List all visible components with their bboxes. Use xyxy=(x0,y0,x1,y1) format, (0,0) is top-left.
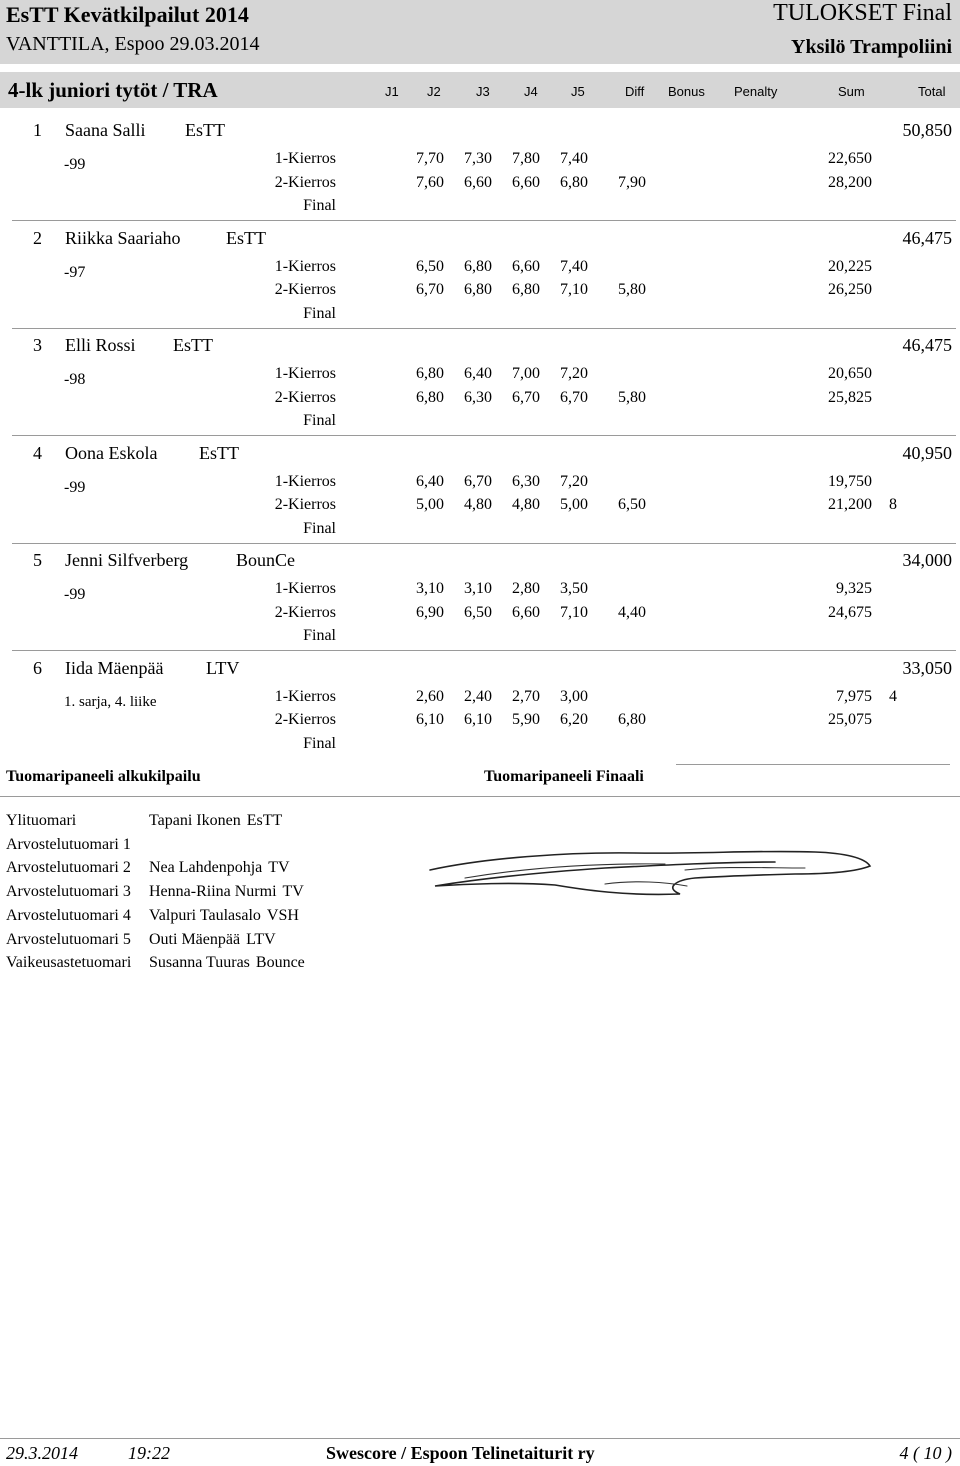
footer-time: 19:22 xyxy=(128,1443,170,1463)
athlete-club: LTV xyxy=(206,657,240,678)
athlete-rank: 3 xyxy=(33,335,42,355)
athlete-rank: 1 xyxy=(33,120,42,140)
judge-name: Valpuri Taulasalo xyxy=(149,906,261,924)
judge-score: 4,80 xyxy=(512,496,540,513)
round-sum: 19,750 xyxy=(828,472,872,490)
difficulty-score: 5,80 xyxy=(618,281,646,298)
judge-score: 6,10 xyxy=(464,711,492,728)
judge-score: 6,70 xyxy=(464,472,492,490)
athlete-info: -99 xyxy=(64,156,86,173)
column-header-j4: J4 xyxy=(524,84,538,99)
round-label: 1-Kierros xyxy=(274,150,336,167)
judge-score: 7,40 xyxy=(560,150,588,167)
judge-role: Arvostelutuomari 3 xyxy=(6,883,131,901)
judge-score: 6,20 xyxy=(560,711,588,728)
judge-club: LTV xyxy=(246,930,276,948)
round-sum: 22,650 xyxy=(828,150,872,167)
round-sum: 28,200 xyxy=(828,173,872,191)
round-label: 2-Kierros xyxy=(274,281,336,298)
judge-name: Susanna Tuuras xyxy=(149,954,250,972)
column-header-sum: Sum xyxy=(838,84,865,99)
round-label: 1-Kierros xyxy=(274,580,336,597)
judge-score: 7,20 xyxy=(560,472,588,490)
judge-score: 3,00 xyxy=(560,687,588,705)
judge-score: 6,30 xyxy=(512,472,540,490)
athlete-divider xyxy=(12,220,956,221)
judge-score: 6,50 xyxy=(464,603,492,621)
round-sum: 25,075 xyxy=(828,711,872,728)
athlete-club: EsTT xyxy=(173,335,213,355)
judge-score: 2,60 xyxy=(416,687,444,705)
round-sum: 7,975 xyxy=(836,687,872,705)
judge-score: 7,80 xyxy=(512,150,540,167)
column-header-bonus: Bonus xyxy=(668,84,705,99)
athlete-info: -99 xyxy=(64,586,86,603)
round-label: 2-Kierros xyxy=(274,173,336,191)
athlete-club: EsTT xyxy=(226,227,266,248)
judge-score: 7,60 xyxy=(416,173,444,191)
round-label: Final xyxy=(303,627,336,644)
round-sum: 25,825 xyxy=(828,388,872,406)
panel-final-title: Tuomaripaneeli Finaali xyxy=(484,768,644,785)
column-header-penalty: Penalty xyxy=(734,84,778,99)
athlete-divider xyxy=(12,650,956,651)
venue-date: VANTTILA, Espoo 29.03.2014 xyxy=(6,33,260,55)
judge-score: 5,00 xyxy=(416,496,444,513)
judge-name: Tapani Ikonen xyxy=(149,812,241,829)
athlete-total: 46,475 xyxy=(902,227,952,248)
judge-score: 4,80 xyxy=(464,496,492,513)
category-name: 4-lk juniori tytöt / TRA xyxy=(8,78,218,102)
difficulty-score: 5,80 xyxy=(618,388,646,406)
judge-score: 6,80 xyxy=(560,173,588,191)
athlete-rank: 4 xyxy=(33,442,42,463)
judge-score: 6,60 xyxy=(512,257,540,275)
judge-score: 6,60 xyxy=(512,173,540,191)
column-header-total: Total xyxy=(918,84,946,99)
round-label: 2-Kierros xyxy=(274,496,336,513)
round-sum: 9,325 xyxy=(836,580,872,597)
round-label: 2-Kierros xyxy=(274,388,336,406)
results-title: TULOKSET Final xyxy=(773,0,952,26)
athlete-info: 1. sarja, 4. liike xyxy=(64,693,157,710)
difficulty-score: 7,90 xyxy=(618,173,646,191)
column-header-j2: J2 xyxy=(427,84,441,99)
footer-page: 4 ( 10 ) xyxy=(899,1443,952,1463)
judge-role: Arvostelutuomari 1 xyxy=(6,835,131,853)
judge-score: 6,80 xyxy=(512,281,540,298)
judge-score: 7,30 xyxy=(464,150,492,167)
judge-score: 7,10 xyxy=(560,603,588,621)
round-label: 1-Kierros xyxy=(274,687,336,705)
judge-name: Outi Mäenpää xyxy=(149,930,241,948)
judge-score: 3,50 xyxy=(560,580,588,597)
judge-club: EsTT xyxy=(246,812,283,829)
divider xyxy=(676,764,950,765)
judge-role: Arvostelutuomari 2 xyxy=(6,859,131,877)
judge-score: 7,40 xyxy=(560,257,588,275)
judge-score: 6,60 xyxy=(512,603,540,621)
judge-role: Vaikeusastetuomari xyxy=(6,954,132,972)
judge-score: 2,80 xyxy=(512,580,540,597)
athlete-divider xyxy=(12,328,956,329)
judge-score: 2,40 xyxy=(464,687,492,705)
round-sum: 20,225 xyxy=(828,257,872,275)
difficulty-score: 6,80 xyxy=(618,711,646,728)
athlete-name: Jenni Silfverberg xyxy=(65,550,189,570)
round-label: Final xyxy=(303,304,336,322)
round-label: 1-Kierros xyxy=(274,472,336,490)
athlete-rank: 6 xyxy=(33,657,42,678)
round-sum: 26,250 xyxy=(828,281,872,298)
round-extra: 4 xyxy=(889,687,897,705)
round-extra: 8 xyxy=(889,496,897,513)
judge-score: 7,00 xyxy=(512,365,540,382)
athlete-total: 46,475 xyxy=(902,335,952,355)
athlete-info: -97 xyxy=(64,263,86,281)
judge-club: VSH xyxy=(266,906,299,924)
judge-score: 6,30 xyxy=(464,388,492,406)
judge-score: 3,10 xyxy=(464,580,492,597)
judge-score: 5,90 xyxy=(512,711,540,728)
judge-score: 6,80 xyxy=(464,257,492,275)
judge-score: 6,50 xyxy=(416,257,444,275)
athlete-total: 40,950 xyxy=(902,442,952,463)
round-sum: 20,650 xyxy=(828,365,872,382)
judge-score: 7,20 xyxy=(560,365,588,382)
athlete-name: Oona Eskola xyxy=(65,442,158,463)
athlete-name: Riikka Saariaho xyxy=(65,227,181,248)
round-sum: 24,675 xyxy=(828,603,872,621)
signature-image xyxy=(425,838,875,908)
athlete-name: Saana Salli xyxy=(65,120,146,140)
footer-producer: Swescore / Espoon Telinetaiturit ry xyxy=(326,1443,595,1463)
athlete-total: 33,050 xyxy=(902,657,952,678)
judge-score: 6,70 xyxy=(512,388,540,406)
athlete-club: BounCe xyxy=(236,550,296,570)
judge-score: 6,80 xyxy=(416,365,444,382)
judge-club: Bounce xyxy=(255,954,305,972)
judge-role: Arvostelutuomari 5 xyxy=(6,930,131,948)
judge-score: 7,10 xyxy=(560,281,588,298)
judge-score: 7,70 xyxy=(416,150,444,167)
judge-score: 3,10 xyxy=(416,580,444,597)
column-header-j5: J5 xyxy=(571,84,585,99)
judge-role: Arvostelutuomari 4 xyxy=(6,906,131,924)
round-label: 1-Kierros xyxy=(274,257,336,275)
athlete-name: Iida Mäenpää xyxy=(65,657,164,678)
round-label: 1-Kierros xyxy=(274,365,336,382)
footer-divider xyxy=(0,1438,960,1439)
round-label: Final xyxy=(303,412,336,429)
athlete-rank: 2 xyxy=(33,227,42,248)
judge-name: Nea Lahdenpohja xyxy=(149,859,263,877)
judge-club: TV xyxy=(268,859,290,877)
column-header-diff: Diff xyxy=(625,84,645,99)
round-label: Final xyxy=(303,734,336,752)
athlete-divider xyxy=(12,435,956,436)
athlete-club: EsTT xyxy=(185,120,225,140)
event-title: EsTT Kevätkilpailut 2014 xyxy=(6,2,249,27)
round-label: Final xyxy=(303,519,336,537)
discipline: Yksilö Trampoliini xyxy=(791,36,952,58)
judge-score: 6,90 xyxy=(416,603,444,621)
athlete-info: -98 xyxy=(64,371,86,388)
judge-score: 5,00 xyxy=(560,496,588,513)
judge-score: 6,40 xyxy=(464,365,492,382)
difficulty-score: 6,50 xyxy=(618,496,646,513)
judge-role: Ylituomari xyxy=(6,812,77,829)
difficulty-score: 4,40 xyxy=(618,603,646,621)
athlete-name: Elli Rossi xyxy=(65,335,136,355)
judge-score: 6,60 xyxy=(464,173,492,191)
round-label: Final xyxy=(303,197,336,214)
divider xyxy=(0,796,960,797)
column-header-j1: J1 xyxy=(385,84,399,99)
round-label: 2-Kierros xyxy=(274,603,336,621)
judge-score: 2,70 xyxy=(512,687,540,705)
column-header-j3: J3 xyxy=(476,84,490,99)
athlete-rank: 5 xyxy=(33,550,42,570)
athlete-club: EsTT xyxy=(199,442,239,463)
athlete-divider xyxy=(12,543,956,544)
judge-score: 6,80 xyxy=(416,388,444,406)
judge-club: TV xyxy=(282,883,304,901)
footer-date: 29.3.2014 xyxy=(6,1443,78,1463)
judge-score: 6,80 xyxy=(464,281,492,298)
judge-score: 6,70 xyxy=(560,388,588,406)
judge-score: 6,40 xyxy=(416,472,444,490)
round-sum: 21,200 xyxy=(828,496,872,513)
judge-score: 6,10 xyxy=(416,711,444,728)
judge-score: 6,70 xyxy=(416,281,444,298)
panel-prelim-title: Tuomaripaneeli alkukilpailu xyxy=(6,768,201,785)
athlete-total: 50,850 xyxy=(902,120,952,140)
round-label: 2-Kierros xyxy=(274,711,336,728)
athlete-info: -99 xyxy=(64,478,86,496)
judge-name: Henna-Riina Nurmi xyxy=(149,883,277,901)
athlete-total: 34,000 xyxy=(902,550,952,570)
